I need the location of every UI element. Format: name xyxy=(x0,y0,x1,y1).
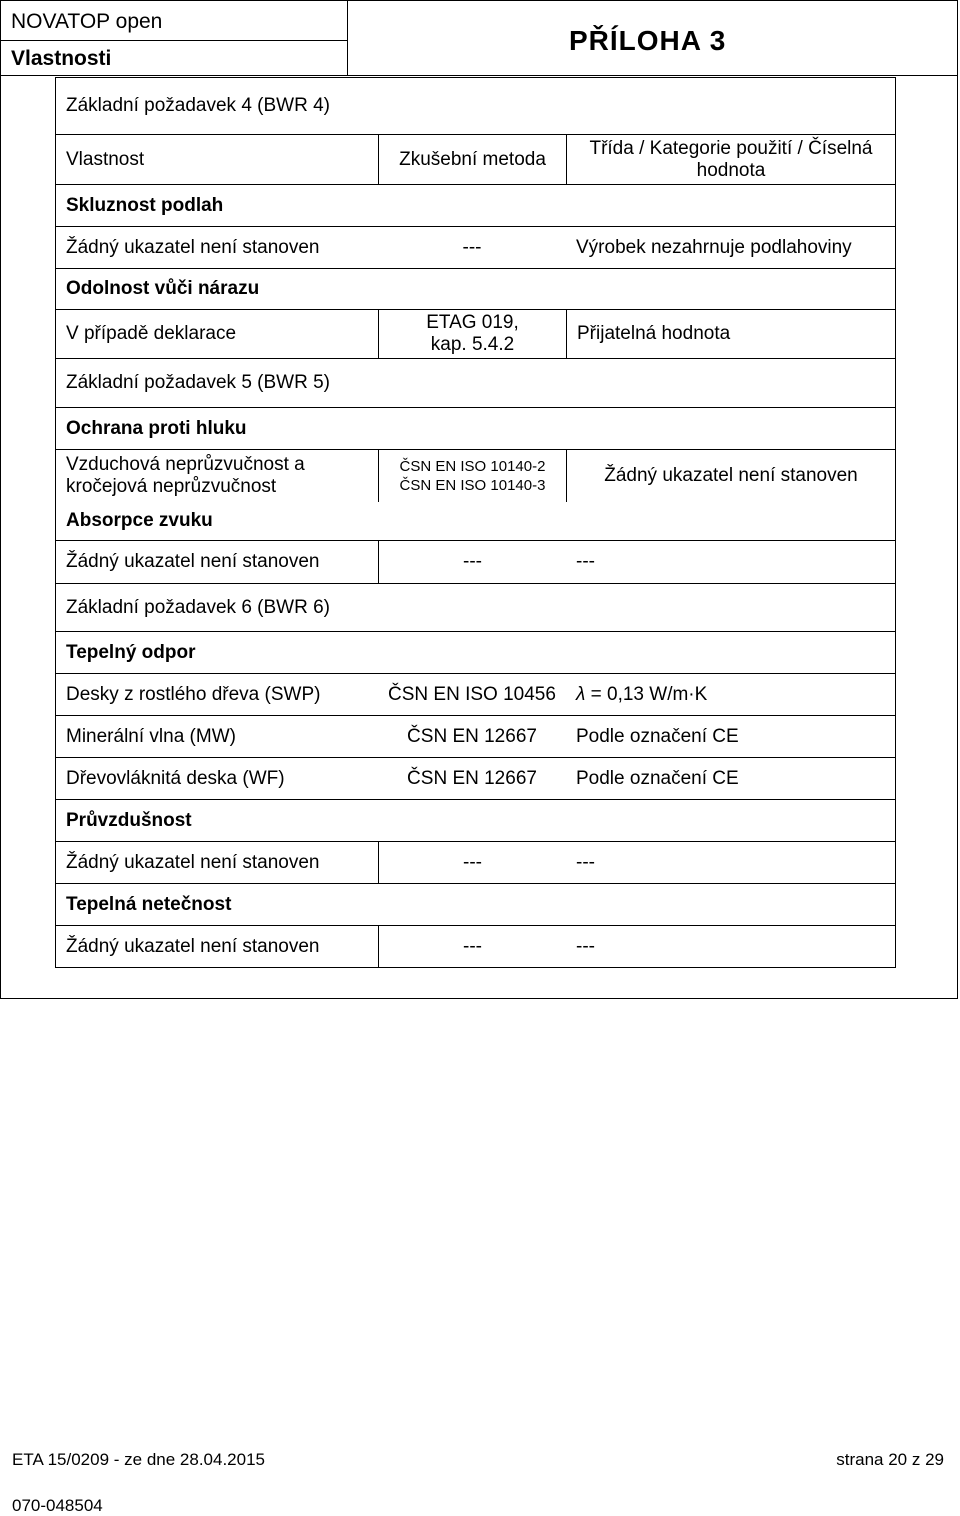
property-value: Žádný ukazatel není stanoven xyxy=(66,935,320,957)
class-value xyxy=(566,674,895,715)
property-value: Žádný ukazatel není stanoven xyxy=(66,236,320,258)
column-header-class: Třída / Kategorie použití / Číselná hodnota xyxy=(566,135,895,184)
class-value: Přijatelná hodnota xyxy=(566,310,895,358)
footer-eta: ETA 15/0209 - ze dne 28.04.2015 xyxy=(12,1450,265,1469)
class-value: Podle označení CE xyxy=(576,725,739,747)
table-header-row xyxy=(55,134,896,185)
header-left xyxy=(1,1,348,75)
table-row xyxy=(55,540,896,584)
property-value: Vzduchová neprůzvučnost a kročejová neprůzvučnost xyxy=(66,454,305,497)
property-heading: Ochrana proti hluku xyxy=(66,417,247,439)
test-method: ČSN EN 12667 xyxy=(407,767,537,789)
table-row xyxy=(55,583,896,632)
table-row xyxy=(55,268,896,310)
property-heading: Odolnost vůči nárazu xyxy=(66,278,260,299)
table-row xyxy=(55,309,896,359)
property-value: Žádný ukazatel není stanoven xyxy=(66,551,320,572)
test-method: --- xyxy=(378,541,566,583)
test-method: --- xyxy=(378,926,566,967)
header-company-cell xyxy=(1,1,347,41)
header-right xyxy=(347,1,957,75)
table-row xyxy=(55,673,896,716)
class-value: --- xyxy=(576,851,595,873)
header-section: Vlastnosti xyxy=(11,47,112,70)
table-row xyxy=(55,757,896,800)
class-value: --- xyxy=(576,551,595,572)
test-method-line: ČSN EN ISO 10140-2 xyxy=(399,458,546,475)
class-value: Žádný ukazatel není stanoven xyxy=(566,450,895,502)
table-row xyxy=(55,799,896,842)
test-method xyxy=(378,450,566,502)
class-value: --- xyxy=(576,935,595,957)
requirement-heading: Základní požadavek 4 (BWR 4) xyxy=(66,95,331,116)
property-value: Dřevovláknitá deska (WF) xyxy=(66,767,285,789)
test-method: ETAG 019, kap. 5.4.2 xyxy=(378,310,566,358)
table-row xyxy=(55,358,896,408)
test-method: --- xyxy=(462,236,482,258)
property-heading: Skluznost podlah xyxy=(66,194,224,216)
page-header xyxy=(0,0,958,76)
property-heading: Průvzdušnost xyxy=(66,809,192,831)
lambda-symbol: λ xyxy=(576,683,586,705)
requirement-heading: Základní požadavek 5 (BWR 5) xyxy=(66,372,331,393)
footer-page-number: strana 20 z 29 xyxy=(836,1450,944,1469)
class-value: Výrobek nezahrnuje podlahoviny xyxy=(576,236,852,258)
property-value: Žádný ukazatel není stanoven xyxy=(66,851,320,873)
test-method: ČSN EN ISO 10456 xyxy=(388,683,556,705)
table-row xyxy=(55,184,896,227)
test-method: ČSN EN 12667 xyxy=(407,725,537,747)
column-header-property: Vlastnost xyxy=(66,148,145,170)
property-value: V případě deklarace xyxy=(66,323,237,344)
table-row xyxy=(55,449,896,541)
table-row xyxy=(55,925,896,968)
test-method: --- xyxy=(378,842,566,883)
table-row xyxy=(55,631,896,674)
table-row xyxy=(55,841,896,884)
property-heading: Tepelný odpor xyxy=(66,641,196,663)
table-row xyxy=(55,77,896,135)
requirement-heading: Základní požadavek 6 (BWR 6) xyxy=(66,596,331,618)
header-company: NOVATOP open xyxy=(11,10,163,33)
table-row xyxy=(55,226,896,269)
header-title: PŘÍLOHA 3 xyxy=(569,25,727,56)
column-header-method: Zkušební metoda xyxy=(378,135,566,184)
property-value: Minerální vlna (MW) xyxy=(66,725,236,747)
property-heading: Absorpce zvuku xyxy=(66,510,213,531)
property-value: Desky z rostlého dřeva (SWP) xyxy=(66,683,321,705)
footer-code: 070-048504 xyxy=(12,1496,103,1515)
class-value: Podle označení CE xyxy=(576,767,739,789)
test-method-line: ČSN EN ISO 10140-3 xyxy=(399,477,546,494)
class-value-text: = 0,13 W/m·K xyxy=(585,683,708,705)
property-heading: Tepelná netečnost xyxy=(66,893,232,915)
table-row xyxy=(55,715,896,758)
table-row xyxy=(55,407,896,450)
table-row xyxy=(55,883,896,926)
